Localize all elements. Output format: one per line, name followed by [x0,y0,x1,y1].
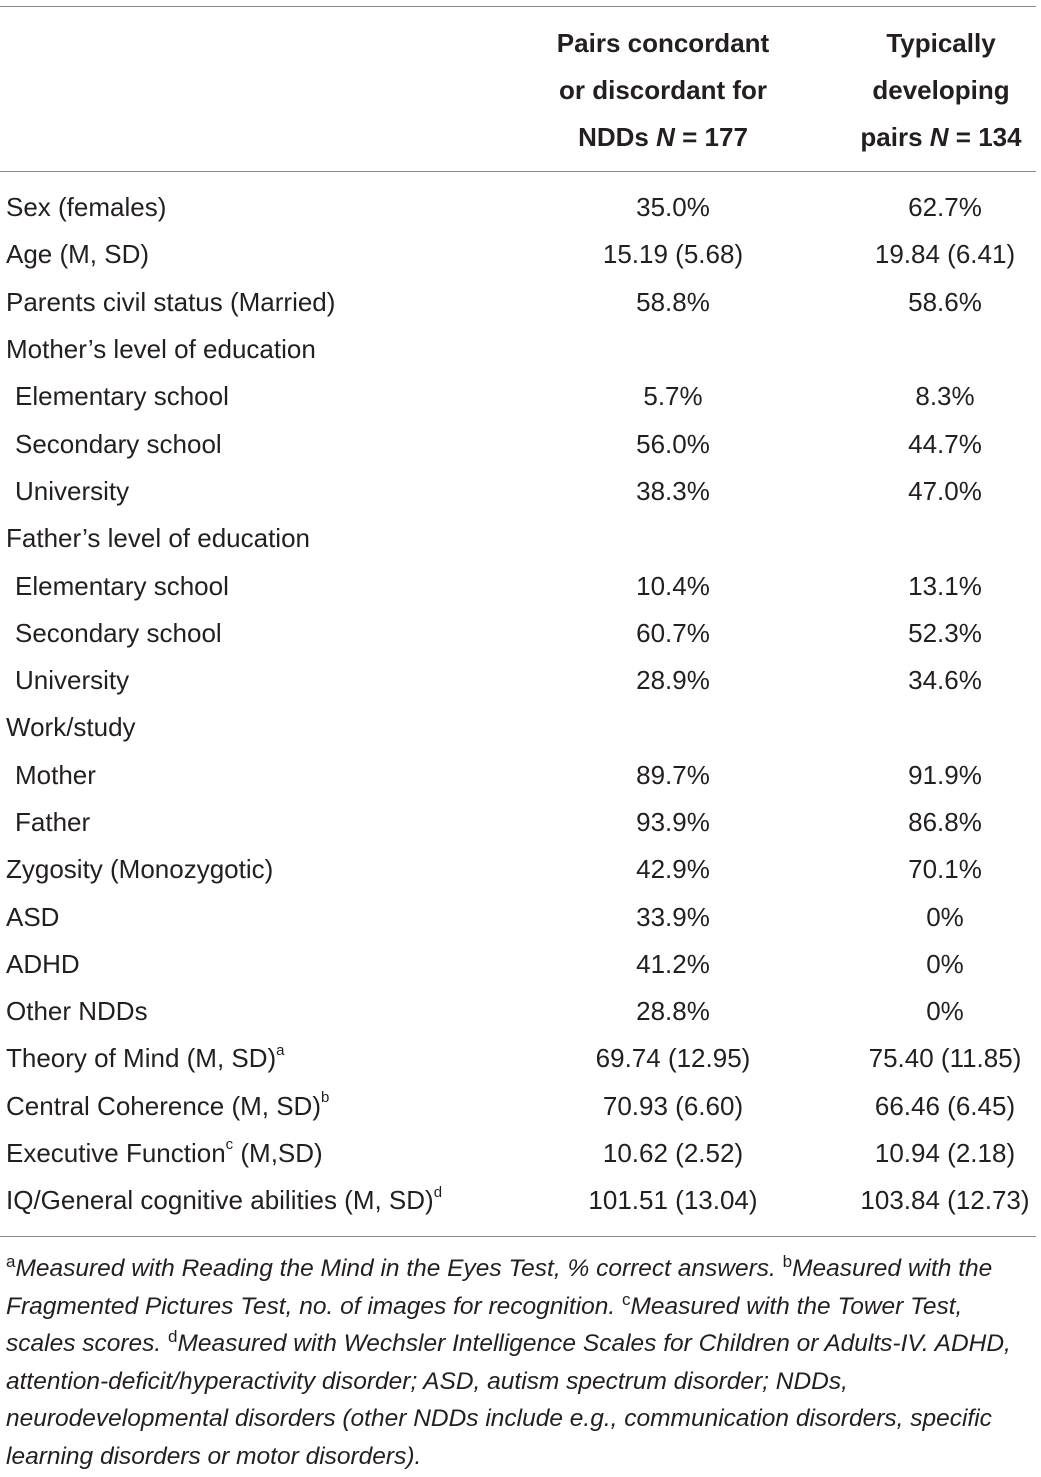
column-header-typically-developing [836,20,1041,161]
value-typically-developing: 86.8% [908,807,982,837]
footnote-b: Measured with the Fragmented Pictures Test, no. of images for recognition. [6,1255,993,1320]
value-typically-developing: 58.6% [908,286,982,317]
row-label [0,326,535,373]
row-label-text: Theory of Mind (M, SD) [6,1043,277,1074]
value-ndd-pairs: 33.9% [636,901,710,932]
table-row [0,610,1041,657]
row-label [0,704,535,751]
row-label-text: IQ/General cognitive abilities (M, SD) [6,1185,434,1216]
value-ndd-pairs: 42.9% [636,854,710,885]
row-label-suffix: (M,SD) [233,1138,323,1169]
value-ndd-pairs: 69.74 (12.95) [595,1043,751,1074]
row-label-text: Age (M, SD) [6,239,150,270]
value-ndd-pairs [535,326,811,373]
value-ndd-pairs: 28.9% [636,665,710,696]
table-row [0,562,1041,609]
value-typically-developing: 8.3% [915,381,975,412]
value-typically-developing: 44.7% [908,428,982,459]
row-label-text: Father [15,807,91,837]
table-row [0,1083,1041,1130]
value-ndd-pairs: 70.93 (6.60) [602,1090,744,1121]
table-row [0,941,1041,988]
value-ndd-pairs: 56.0% [636,428,710,459]
table-row [0,988,1041,1035]
bottom-rule [0,1236,1036,1237]
row-label-text: University [15,665,130,696]
value-ndd-pairs: 93.9% [636,807,710,837]
table-row [0,846,1041,893]
row-label [0,610,535,657]
row-label [0,279,535,326]
row-label [0,515,535,562]
value-typically-developing [811,515,1041,562]
row-label [0,846,535,893]
row-label-text: Secondary school [15,617,222,648]
row-label [0,468,535,515]
row-label [0,988,535,1035]
column-header-ndd-pairs [525,20,801,161]
value-ndd-pairs [535,704,811,751]
table-row [0,704,1041,751]
header-line: Pairs concordant [556,28,770,58]
value-ndd-pairs: 89.7% [636,759,710,790]
footnote-marker: d [433,1183,443,1201]
value-typically-developing: 34.6% [908,665,982,696]
row-label-text: Zygosity (Monozygotic) [6,854,274,885]
row-label [0,562,535,609]
table-row [0,373,1041,420]
value-ndd-pairs: 10.62 (2.52) [602,1138,744,1169]
value-ndd-pairs: 5.7% [643,381,703,412]
value-ndd-pairs: 15.19 (5.68) [602,239,744,270]
header-line: Typically [886,28,996,58]
table-row [0,657,1041,704]
value-typically-developing [811,326,1041,373]
value-typically-developing: 103.84 (12.73) [860,1185,1030,1216]
value-typically-developing: 66.46 (6.45) [874,1090,1016,1121]
row-label-text: Sex (females) [6,192,167,223]
table-row [0,279,1041,326]
table-row [0,752,1041,799]
row-label [0,184,535,231]
row-label-text: Work/study [6,712,136,743]
row-label [0,1130,535,1177]
value-typically-developing: 10.94 (2.18) [874,1138,1016,1169]
row-label-text: ADHD [6,948,80,979]
footnote-mark-a: a [6,1251,16,1271]
footnote-marker: a [276,1041,285,1059]
row-label-text: Parents civil status (Married) [6,286,336,317]
table-row [0,1177,1041,1224]
row-label-text: Mother’s level of education [6,334,316,365]
footnote-d: Measured with Wechsler Intelligence Scales for Children or Adults-IV. ADHD, attention-deficit/hyperactivity disorder; ASD, autism spectrum disorder; NDDs, neurodevelopmental disorders (other NDDs include e.g., communication disorders, specific learning disorders or motor disorders). [6,1330,1011,1470]
value-ndd-pairs: 10.4% [636,570,710,601]
header-line: developing [872,75,1010,105]
row-label-text: ASD [6,901,60,932]
table-row [0,184,1041,231]
header-rule [0,171,1036,172]
value-typically-developing: 0% [926,996,964,1027]
value-ndd-pairs: 101.51 (13.04) [588,1185,758,1216]
row-label [0,1177,535,1224]
row-label [0,941,535,988]
value-typically-developing: 0% [926,948,964,979]
footnote-marker: b [321,1089,330,1107]
table-row [0,893,1041,940]
row-label-text: Elementary school [15,381,229,412]
value-typically-developing: 70.1% [908,854,982,885]
row-label-text: Secondary school [15,428,222,459]
value-typically-developing: 62.7% [908,192,982,223]
value-typically-developing [811,704,1041,751]
table-row [0,1035,1041,1082]
row-label-text: University [15,475,130,506]
row-label [0,657,535,704]
top-rule [0,6,1036,7]
footnote-mark-b: b [782,1251,793,1271]
footnote-a: Measured with Reading the Mind in the Eyes Test, % correct answers. [15,1255,783,1282]
header-line: pairs N = 134 [860,122,1022,152]
header-line: or discordant for [558,75,767,105]
value-typically-developing: 47.0% [908,475,982,506]
table-row [0,1130,1041,1177]
row-label [0,893,535,940]
data-table [0,184,1041,1225]
value-ndd-pairs: 28.8% [636,996,710,1027]
row-label [0,373,535,420]
header-line: NDDs N = 177 [578,122,748,152]
table-footnote [6,1250,1036,1475]
row-label [0,799,535,846]
footnote-marker: c [225,1136,234,1154]
value-ndd-pairs: 58.8% [636,286,710,317]
row-label-text: Father’s level of education [6,523,311,554]
row-label [0,752,535,799]
table-row [0,420,1041,467]
value-ndd-pairs: 41.2% [636,948,710,979]
value-ndd-pairs: 35.0% [636,192,710,223]
value-typically-developing: 91.9% [908,759,982,790]
value-ndd-pairs: 38.3% [636,475,710,506]
row-label-text: Elementary school [15,570,229,601]
value-typically-developing: 75.40 (11.85) [868,1043,1022,1074]
footnote-c: Measured with the Tower Test, scales scores. [6,1292,963,1357]
value-typically-developing: 0% [926,901,964,932]
footnote-mark-d: d [168,1326,178,1346]
table-row [0,231,1041,278]
row-label-text: Mother [15,759,96,790]
row-label-text: Other NDDs [6,996,148,1027]
value-typically-developing: 13.1% [908,570,982,601]
row-label [0,231,535,278]
value-typically-developing: 19.84 (6.41) [874,239,1016,270]
table-row [0,799,1041,846]
value-ndd-pairs [535,515,811,562]
footnote-mark-c: c [621,1289,631,1309]
table-row [0,468,1041,515]
value-ndd-pairs: 60.7% [636,617,710,648]
row-label [0,1083,535,1130]
table-row [0,515,1041,562]
row-label [0,1035,535,1082]
row-label [0,420,535,467]
row-label-text: Central Coherence (M, SD) [6,1090,321,1121]
value-typically-developing: 52.3% [908,617,982,648]
table-row [0,326,1041,373]
row-label-text: Executive Function [6,1138,226,1169]
